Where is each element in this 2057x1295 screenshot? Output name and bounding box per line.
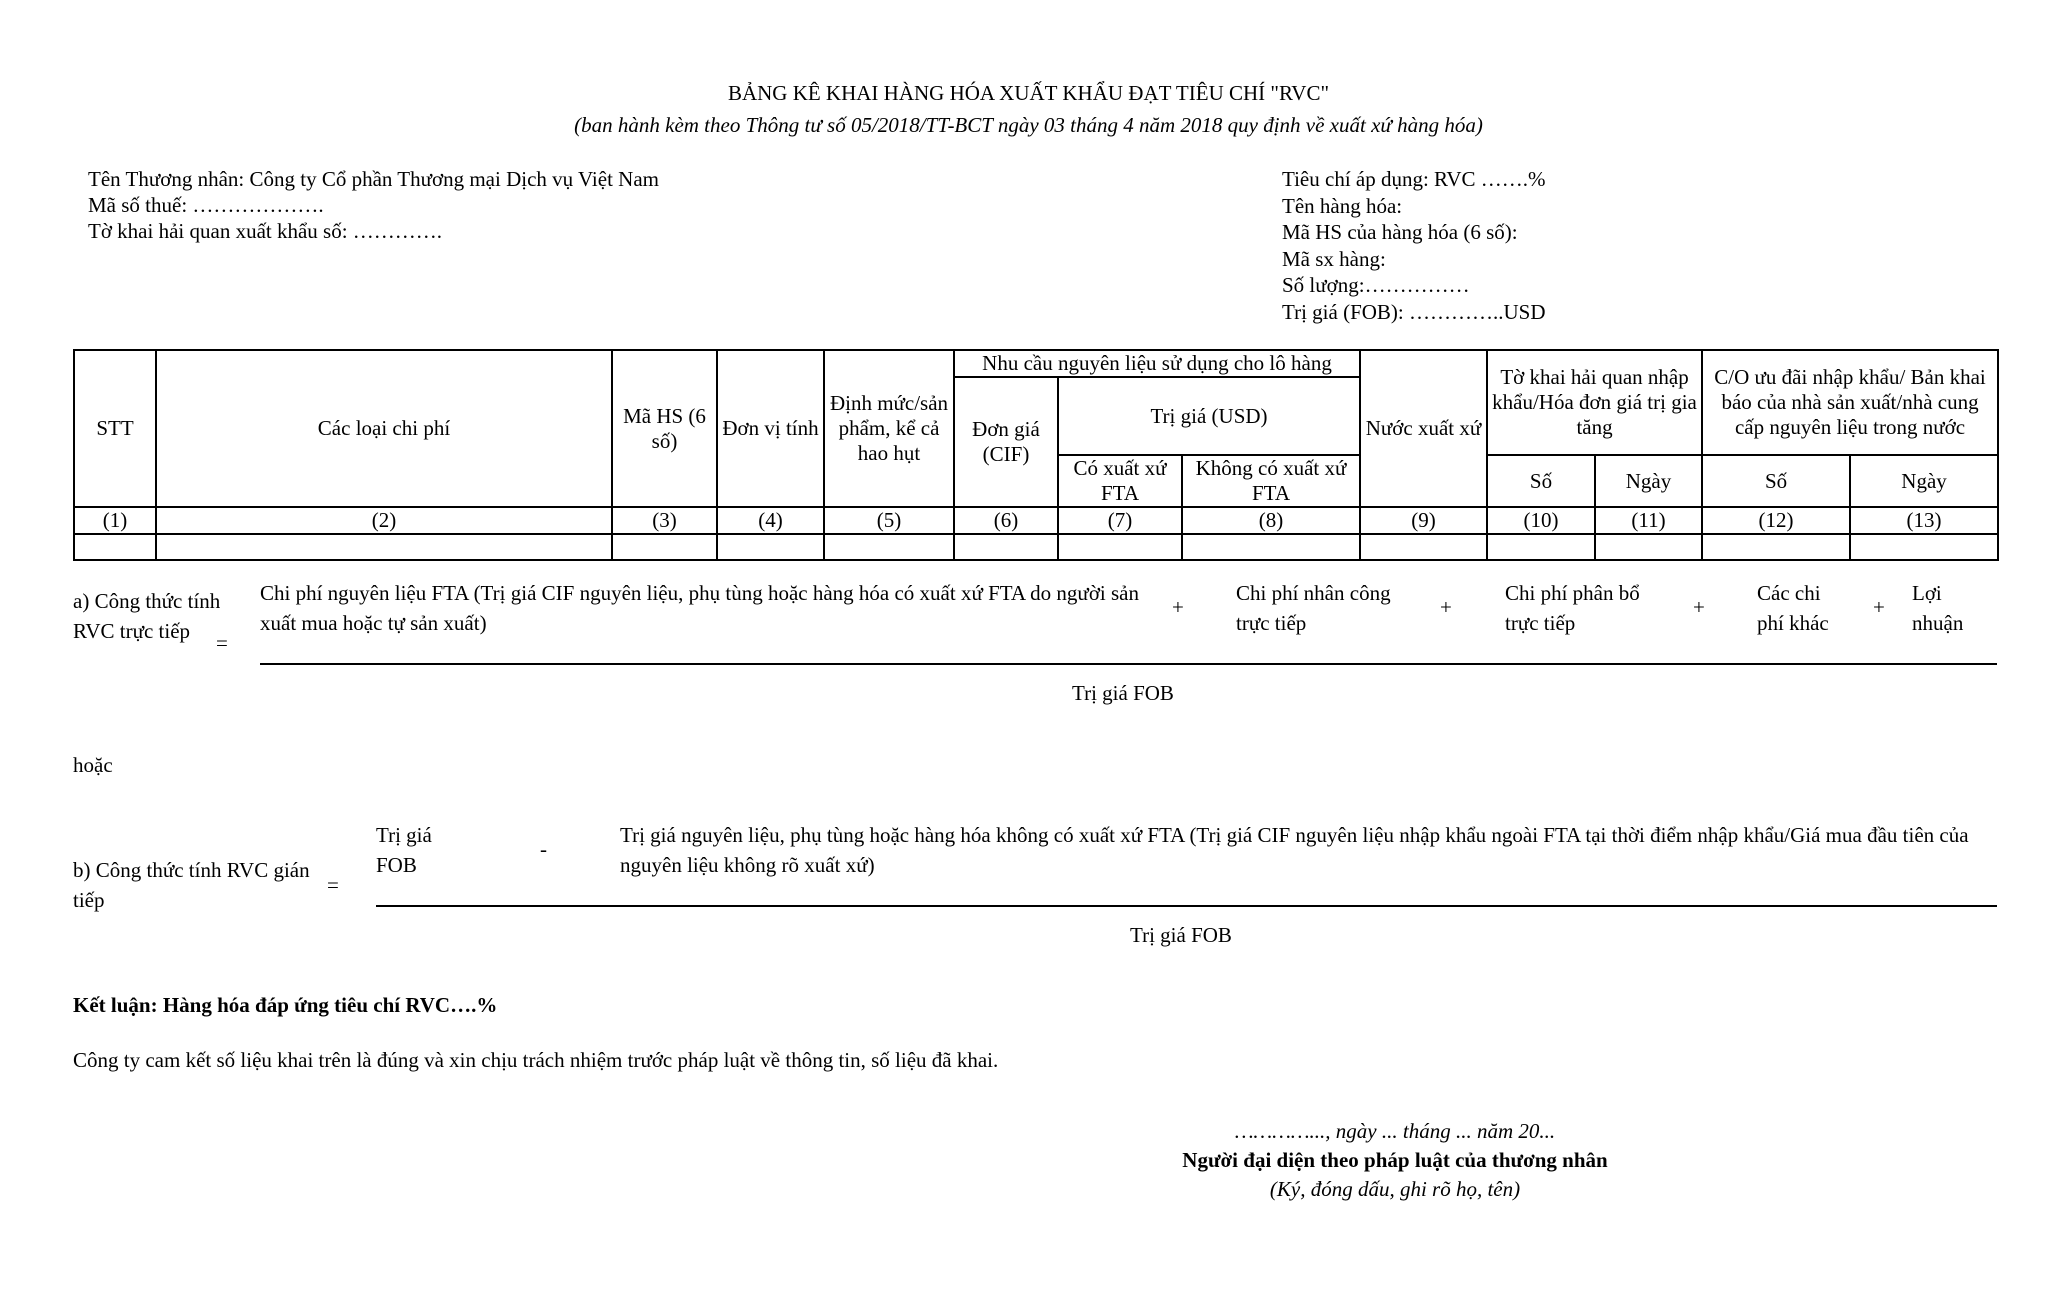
header-material-needs: Nhu cầu nguyên liệu sử dụng cho lô hàng (954, 350, 1360, 377)
header-cost-types: Các loại chi phí (156, 350, 612, 507)
header-import-date: Ngày (1595, 455, 1702, 507)
signature-title: Người đại diện theo pháp luật của thương nhân (1182, 1148, 1608, 1172)
fob-value: Trị giá (FOB): …………..USD (1282, 299, 1546, 324)
header-co-number: Số (1702, 455, 1850, 507)
tax-code: Mã số thuế: ………………. (88, 193, 324, 217)
signature-note: (Ký, đóng dấu, ghi rõ họ, tên) (1269, 1177, 1521, 1201)
column-number: (3) (612, 507, 717, 534)
header-norm: Định mức/sản phẩm, kể cả hao hụt (824, 350, 954, 507)
header-without-fta: Không có xuất xứ FTA (1182, 455, 1360, 507)
header-unit-price: Đơn giá (CIF) (954, 377, 1058, 507)
document-subtitle: (ban hành kèm theo Thông tư số 05/2018/TT-BCT ngày 03 tháng 4 năm 2018 quy định về xuất xứ hàng hóa) (574, 113, 1483, 137)
empty-cell[interactable] (1850, 534, 1998, 560)
column-number: (9) (1360, 507, 1487, 534)
empty-cell[interactable] (1058, 534, 1182, 560)
formula-a-term-profit: Lợi nhuận (1912, 581, 1964, 635)
or-text: hoặc (73, 753, 113, 777)
commitment: Công ty cam kết số liệu khai trên là đúng và xin chịu trách nhiệm trước pháp luật về thông tin, số liệu đã khai. (73, 1048, 999, 1072)
header-hs-code: Mã HS (6 số) (612, 350, 717, 507)
formula-b-denominator: Trị giá FOB (1130, 923, 1232, 947)
formula-b-equals: = (327, 873, 339, 897)
empty-cell[interactable] (74, 534, 156, 560)
empty-cell[interactable] (1487, 534, 1595, 560)
header-stt: STT (74, 350, 156, 507)
formula-b-term-fob: Trị giá FOB (376, 823, 432, 877)
conclusion: Kết luận: Hàng hóa đáp ứng tiêu chí RVC….% (73, 993, 498, 1017)
column-number: (2) (156, 507, 612, 534)
formula-a-term-labor: Chi phí nhân công trực tiếp (1236, 581, 1391, 635)
header-value-usd: Trị giá (USD) (1058, 377, 1360, 455)
formula-a-fraction-line (260, 663, 1997, 665)
column-number: (5) (824, 507, 954, 534)
column-number: (6) (954, 507, 1058, 534)
formula-a-plus: + (1873, 595, 1885, 619)
empty-cell[interactable] (156, 534, 612, 560)
product-code: Mã sx hàng: (1282, 246, 1386, 271)
formula-a-plus: + (1440, 595, 1452, 619)
empty-cell[interactable] (1360, 534, 1487, 560)
materials-table (73, 349, 1999, 561)
column-number: (4) (717, 507, 824, 534)
customs-declaration: Tờ khai hải quan xuất khẩu số: …………. (88, 219, 443, 243)
document-title: BẢNG KÊ KHAI HÀNG HÓA XUẤT KHẨU ĐẠT TIÊU CHÍ "RVC" (727, 81, 1330, 105)
formula-a-plus: + (1693, 595, 1705, 619)
quantity: Số lượng:…………… (1282, 273, 1470, 297)
column-number: (11) (1595, 507, 1702, 534)
formula-b-minus: - (540, 837, 547, 861)
formula-b-term-non-fta: Trị giá nguyên liệu, phụ tùng hoặc hàng hóa không có xuất xứ FTA (Trị giá CIF nguyên liệu nhập khẩu ngoài FTA tại thời điểm nhập khẩu/Giá mua đầu tiên của nguyên liệu không rõ xuất xứ) (620, 823, 1969, 877)
header-import-number: Số (1487, 455, 1595, 507)
goods-name: Tên hàng hóa: (1282, 193, 1403, 218)
empty-cell[interactable] (824, 534, 954, 560)
criteria-applied: Tiêu chí áp dụng: RVC …….% (1282, 167, 1546, 191)
column-number: (1) (74, 507, 156, 534)
column-number: (13) (1850, 507, 1998, 534)
goods-hs-code: Mã HS của hàng hóa (6 số): (1282, 220, 1518, 244)
header-with-fta: Có xuất xứ FTA (1058, 455, 1182, 507)
formula-a-equals: = (216, 631, 228, 655)
formula-a-term-allocation: Chi phí phân bổ trực tiếp (1505, 581, 1640, 635)
header-import-declaration: Tờ khai hải quan nhập khẩu/Hóa đơn giá trị gia tăng (1487, 350, 1702, 455)
empty-cell[interactable] (1182, 534, 1360, 560)
formula-b-label: b) Công thức tính RVC gián tiếp (73, 858, 310, 912)
criteria-info (1282, 166, 1546, 325)
header-origin-country: Nước xuất xứ (1360, 350, 1487, 507)
empty-cell[interactable] (717, 534, 824, 560)
header-co-preferential: C/O ưu đãi nhập khẩu/ Bản khai báo của nhà sản xuất/nhà cung cấp nguyên liệu trong nước (1702, 350, 1998, 455)
header-co-date: Ngày (1850, 455, 1998, 507)
empty-cell[interactable] (954, 534, 1058, 560)
signature-date: …………..., ngày ... tháng ... năm 20... (1234, 1119, 1556, 1143)
formula-a-label: a) Công thức tính RVC trực tiếp (73, 589, 221, 643)
column-number: (10) (1487, 507, 1595, 534)
column-number: (8) (1182, 507, 1360, 534)
formula-a-plus: + (1172, 595, 1184, 619)
formula-b-fraction-line (376, 905, 1997, 907)
empty-cell[interactable] (1595, 534, 1702, 560)
table-row (74, 534, 1998, 560)
empty-cell[interactable] (612, 534, 717, 560)
column-number: (12) (1702, 507, 1850, 534)
empty-cell[interactable] (1702, 534, 1850, 560)
formula-a-denominator: Trị giá FOB (1072, 681, 1174, 705)
formula-a-term-fta-materials: Chi phí nguyên liệu FTA (Trị giá CIF nguyên liệu, phụ tùng hoặc hàng hóa có xuất xứ FTA do người sản xuất mua hoặc tự sản xuất) (260, 581, 1139, 635)
merchant-info (88, 166, 708, 244)
formula-a-term-other-costs: Các chi phí khác (1757, 581, 1829, 635)
header-unit: Đơn vị tính (717, 350, 824, 507)
column-number: (7) (1058, 507, 1182, 534)
merchant-name: Tên Thương nhân: Công ty Cổ phần Thương mại Dịch vụ Việt Nam (88, 167, 659, 191)
